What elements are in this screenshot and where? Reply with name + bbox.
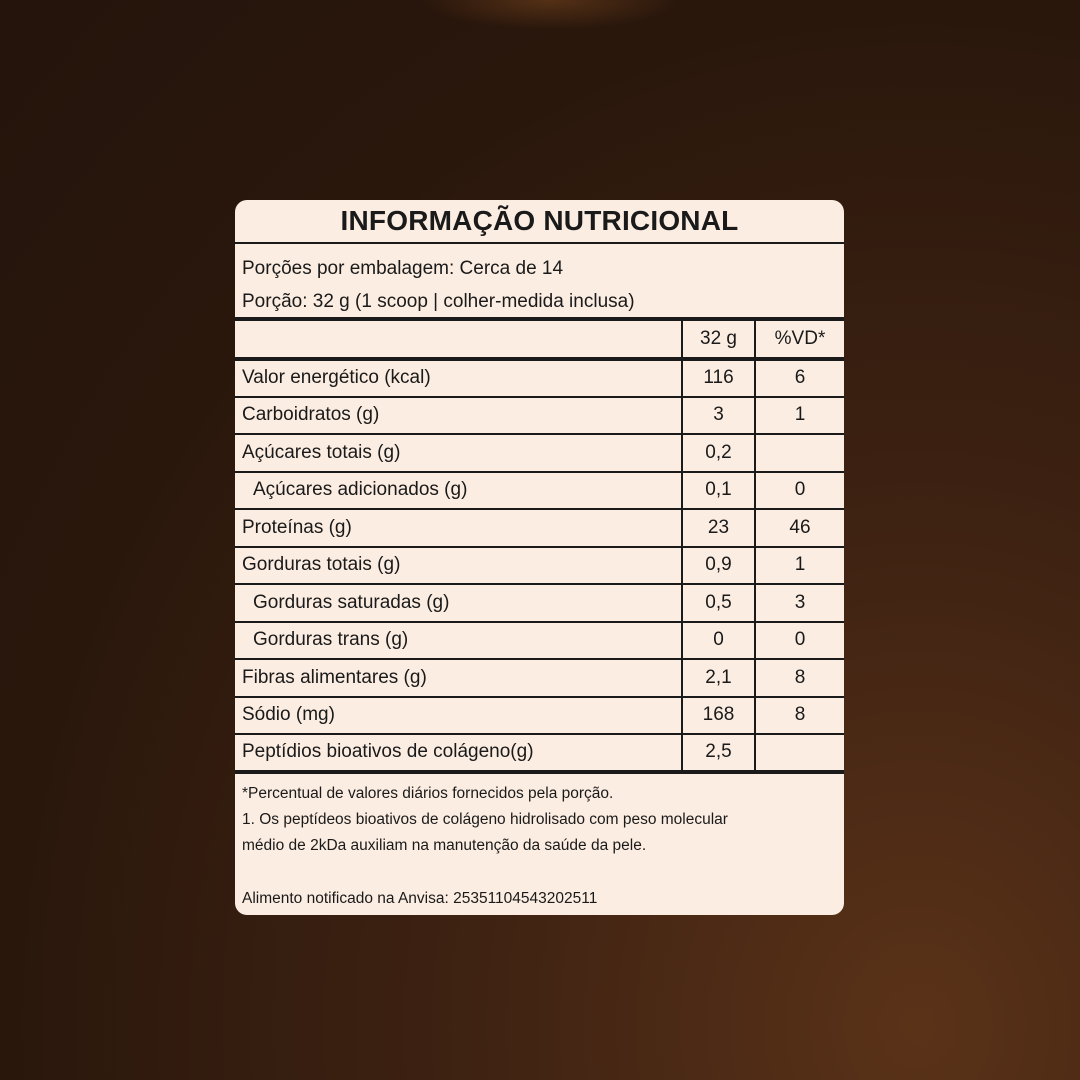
nutrient-daily-value: [755, 434, 844, 472]
nutrient-amount: 0,5: [682, 584, 755, 622]
nutrient-daily-value: 0: [755, 622, 844, 660]
nutrient-daily-value: 8: [755, 697, 844, 735]
footnote-1-line-1: 1. Os peptídeos bioativos de colágeno hidrolisado com peso molecular: [242, 810, 728, 828]
table-row: [235, 547, 844, 585]
nutrient-amount: 2,5: [682, 734, 755, 772]
nutrient-amount: 0,1: [682, 472, 755, 510]
table-row: [235, 359, 844, 397]
portions-per-package: Porções por embalagem: Cerca de 14: [242, 258, 564, 279]
nutrient-amount: 0,9: [682, 547, 755, 585]
serving-info: [235, 244, 844, 321]
nutrient-name: Gorduras trans (g): [235, 622, 682, 660]
table-row: [235, 734, 844, 772]
table-row: [235, 659, 844, 697]
nutrient-daily-value: [755, 734, 844, 772]
table-row: [235, 509, 844, 547]
footnote-1-line-2: médio de 2kDa auxiliam na manutenção da saúde da pele.: [242, 836, 647, 854]
nutrient-daily-value: 0: [755, 472, 844, 510]
nutrient-daily-value: 1: [755, 547, 844, 585]
nutrient-name: Peptídios bioativos de colágeno(g): [235, 734, 682, 772]
nutrient-name: Proteínas (g): [235, 509, 682, 547]
nutrient-name: Valor energético (kcal): [235, 359, 682, 397]
nutrient-amount: 23: [682, 509, 755, 547]
nutrient-daily-value: 1: [755, 397, 844, 435]
nutrient-amount: 0: [682, 622, 755, 660]
nutrient-amount: 168: [682, 697, 755, 735]
portion-size: Porção: 32 g (1 scoop | colher-medida inclusa): [242, 291, 635, 312]
nutrient-daily-value: 8: [755, 659, 844, 697]
table-row: [235, 434, 844, 472]
daily-value-note: *Percentual de valores diários fornecidos pela porção.: [242, 784, 614, 802]
anvisa-notice: Alimento notificado na Anvisa: 25351104543202511: [242, 889, 598, 907]
nutrient-daily-value: 46: [755, 509, 844, 547]
header-nutrient-cell: [235, 321, 682, 359]
nutrient-amount: 3: [682, 397, 755, 435]
label-title: INFORMAÇÃO NUTRICIONAL: [235, 200, 844, 244]
nutrient-name: Carboidratos (g): [235, 397, 682, 435]
table-row: [235, 472, 844, 510]
background-glow: [420, 0, 680, 30]
header-daily-value: %VD*: [755, 321, 844, 359]
nutrient-name: Sódio (mg): [235, 697, 682, 735]
header-amount: 32 g: [682, 321, 755, 359]
table-row: [235, 622, 844, 660]
footnotes: [235, 774, 844, 912]
nutrient-daily-value: 6: [755, 359, 844, 397]
nutrition-facts-label: [235, 200, 844, 915]
table-header-row: [235, 321, 844, 359]
table-row: [235, 697, 844, 735]
footnote-spacer: [242, 859, 844, 886]
nutrient-name: Açúcares totais (g): [235, 434, 682, 472]
nutrient-amount: 2,1: [682, 659, 755, 697]
nutrition-table: [235, 321, 844, 774]
table-row: [235, 397, 844, 435]
table-row: [235, 584, 844, 622]
nutrient-amount: 116: [682, 359, 755, 397]
nutrient-name: Fibras alimentares (g): [235, 659, 682, 697]
nutrient-amount: 0,2: [682, 434, 755, 472]
nutrient-daily-value: 3: [755, 584, 844, 622]
nutrient-name: Gorduras totais (g): [235, 547, 682, 585]
nutrient-name: Açúcares adicionados (g): [235, 472, 682, 510]
nutrient-name: Gorduras saturadas (g): [235, 584, 682, 622]
